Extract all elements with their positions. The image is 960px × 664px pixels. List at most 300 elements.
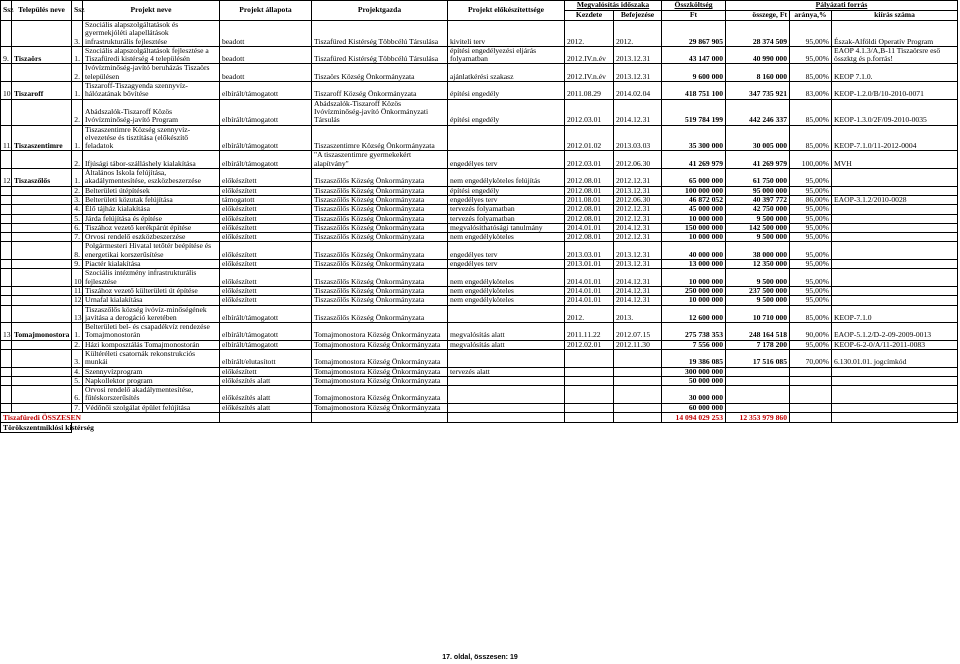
cell-projekt-ssz: 6. — [72, 223, 83, 232]
cell-projekt-neve: Orvosi rendelő akadálymentesítése, fűtéskorszerűsítés — [83, 386, 220, 404]
cell-kezdete: 2014.01.01 — [565, 223, 614, 232]
cell-elokeszitettseg: építési engedély — [448, 99, 565, 125]
cell-telepules: Tomajmonostora — [12, 323, 72, 341]
cell-elokeszitettseg — [448, 305, 565, 323]
cell-projekt-allapota: elbírált/támogatott — [220, 151, 312, 169]
cell-aranya: 85,00% — [790, 99, 832, 125]
cell-projektgazda: Tiszaszőlős Község Önkormányzata — [312, 186, 448, 195]
table-row — [1, 125, 958, 151]
cell-befejezese: 2014.12.31 — [614, 99, 662, 125]
cell-aranya: 95,00% — [790, 46, 832, 64]
cell-projekt-allapota: támogatott — [220, 195, 312, 204]
cell-projekt-neve: Tiszaszőlős község ivóvíz-minőségének javítása a derogáció keretében — [83, 305, 220, 323]
cell-telepules-ssz — [1, 195, 12, 204]
cell-projekt-neve: Szociális alapszolgáltatások fejlesztése a Tiszafüredi kistérség 4 településén — [83, 46, 220, 64]
table-row — [1, 242, 958, 260]
cell-projekt-neve: Urnafal kialakítása — [83, 296, 220, 305]
cell-kiiras — [832, 386, 958, 404]
cell-aranya: 95,00% — [790, 21, 832, 47]
cell-palyazati-osszeg: 10 710 000 — [726, 305, 790, 323]
cell-kezdete — [565, 367, 614, 376]
cell-elokeszitettseg: megvalósítás alatt — [448, 323, 565, 341]
cell-aranya: 85,00% — [790, 125, 832, 151]
header-ft: Ft — [662, 11, 726, 21]
table-row — [1, 386, 958, 404]
cell-elokeszitettseg: megvalósíthatósági tanulmány — [448, 223, 565, 232]
cell-telepules-ssz — [1, 205, 12, 214]
cell-projekt-ssz: 5. — [72, 214, 83, 223]
cell-elokeszitettseg: nem engedélyköteles — [448, 233, 565, 242]
cell-projekt-ssz: 2. — [72, 186, 83, 195]
cell-projekt-allapota: elbírált/támogatott — [220, 340, 312, 349]
cell-projekt-neve: Orvosi rendelő eszközbeszerzése — [83, 233, 220, 242]
cell-telepules — [12, 186, 72, 195]
cell-projektgazda: Tiszaörs Község Önkormányzata — [312, 64, 448, 82]
table-row — [1, 214, 958, 223]
cell-projekt-allapota: előkészített — [220, 214, 312, 223]
cell-telepules — [12, 305, 72, 323]
cell-aranya: 86,00% — [790, 195, 832, 204]
cell-projekt-ssz: 2. — [72, 64, 83, 82]
cell-projekt-allapota: elbírált/támogatott — [220, 323, 312, 341]
cell-palyazati-osszeg: 12 350 000 — [726, 260, 790, 269]
cell-telepules-ssz — [1, 269, 12, 287]
table-row — [1, 269, 958, 287]
cell-aranya: 95,00% — [790, 186, 832, 195]
cell-palyazati-osszeg: 347 735 921 — [726, 82, 790, 100]
cell-kezdete: 2013.03.01 — [565, 242, 614, 260]
cell-telepules — [12, 386, 72, 404]
cell-befejezese: 2012.12.31 — [614, 169, 662, 187]
cell-palyazati-osszeg — [726, 386, 790, 404]
header-telepules: Település neve — [12, 1, 72, 21]
cell-kiiras: MVH — [832, 151, 958, 169]
cell-aranya: 95,00% — [790, 340, 832, 349]
cell-projekt-ssz: 2. — [72, 99, 83, 125]
cell-aranya: 95,00% — [790, 269, 832, 287]
cell-befejezese: 2012.12.31 — [614, 205, 662, 214]
cell-elokeszitettseg — [448, 349, 565, 367]
cell-befejezese: 2013.12.31 — [614, 242, 662, 260]
cell-elokeszitettseg: kiviteli terv — [448, 21, 565, 47]
cell-aranya: 85,00% — [790, 64, 832, 82]
cell-telepules — [12, 286, 72, 295]
cell-telepules-ssz — [1, 242, 12, 260]
cell-palyazati-osszeg — [726, 403, 790, 412]
cell-aranya: 95,00% — [790, 242, 832, 260]
cell-osszkoltseg: 46 872 052 — [662, 195, 726, 204]
cell-projekt-ssz: 3. — [72, 195, 83, 204]
cell-osszkoltseg: 150 000 000 — [662, 223, 726, 232]
cell-projektgazda: Tiszaszőlős Község Önkormányzata — [312, 260, 448, 269]
cell-telepules-ssz — [1, 286, 12, 295]
cell-kiiras — [832, 367, 958, 376]
cell-kezdete — [565, 349, 614, 367]
cell-aranya — [790, 367, 832, 376]
cell-projekt-neve: Ifjúsági tábor-szálláshely kialakítása — [83, 151, 220, 169]
cell-telepules-ssz — [1, 349, 12, 367]
header-aranya: aránya,% — [790, 11, 832, 21]
header-row-1 — [1, 1, 958, 11]
cell-projekt-allapota: elbírált/támogatott — [220, 305, 312, 323]
cell-kiiras: KEOP 7.1.0. — [832, 64, 958, 82]
page-footer: 17. oldal, összesen: 19 — [442, 654, 518, 661]
table-row — [1, 296, 958, 305]
cell-kiiras: EAOP-5.1.2/D-2-09-2009-0013 — [832, 323, 958, 341]
cell-telepules: Tiszaroff — [12, 82, 72, 100]
cell-kezdete: 2012.02.01 — [565, 340, 614, 349]
cell-elokeszitettseg: építési engedély — [448, 186, 565, 195]
cell-telepules-ssz — [1, 367, 12, 376]
cell-palyazati-osszeg: 95 000 000 — [726, 186, 790, 195]
cell-kiiras: KEOP-1.3.0/2F/09-2010-0035 — [832, 99, 958, 125]
cell-projekt-neve: Házi komposztálás Tomajmonostorán — [83, 340, 220, 349]
cell-befejezese: 2012.06.30 — [614, 151, 662, 169]
cell-palyazati-osszeg: 9 500 000 — [726, 214, 790, 223]
cell-palyazati-osszeg: 7 178 200 — [726, 340, 790, 349]
cell-osszkoltseg: 30 000 000 — [662, 386, 726, 404]
cell-telepules — [12, 64, 72, 82]
cell-telepules-ssz — [1, 386, 12, 404]
summary-grant: 12 353 979 860 — [726, 413, 790, 423]
cell-elokeszitettseg: építési engedély — [448, 82, 565, 100]
cell-kezdete — [565, 386, 614, 404]
cell-projekt-allapota: előkészített — [220, 269, 312, 287]
cell-projekt-neve: Ivóvízminőség-javító beruházás Tiszaörs településen — [83, 64, 220, 82]
table-row — [1, 323, 958, 341]
header-megvalositas: Megvalósítás időszaka — [565, 1, 662, 11]
cell-kiiras: EAOP 4.1.3/A,B-11 Tiszaörsre eső összktg és p.forrás! — [832, 46, 958, 64]
cell-befejezese: 2013. — [614, 305, 662, 323]
cell-projekt-allapota: előkészített — [220, 296, 312, 305]
cell-befejezese: 2012.06.30 — [614, 195, 662, 204]
cell-kiiras — [832, 260, 958, 269]
cell-kiiras: EAOP-3.1.2/2010-0028 — [832, 195, 958, 204]
cell-palyazati-osszeg: 248 164 518 — [726, 323, 790, 341]
cell-kiiras: Észak-Alföldi Operatív Program — [832, 21, 958, 47]
cell-palyazati-osszeg: 30 005 000 — [726, 125, 790, 151]
header-osszkoltseg: Összköltség — [662, 1, 726, 11]
cell-osszkoltseg: 10 000 000 — [662, 296, 726, 305]
cell-projektgazda: Tiszaszőlős Község Önkormányzata — [312, 305, 448, 323]
cell-kezdete: 2012. — [565, 21, 614, 47]
cell-aranya: 90,00% — [790, 323, 832, 341]
cell-telepules-ssz: 11. — [1, 125, 12, 151]
cell-projekt-neve: Szociális intézmény infrastrukturális fejlesztése — [83, 269, 220, 287]
cell-projektgazda: Tiszafüred Kistérség Többcélú Társulása — [312, 21, 448, 47]
cell-osszkoltseg: 418 751 100 — [662, 82, 726, 100]
cell-telepules-ssz — [1, 340, 12, 349]
cell-kezdete: 2012.IV.n.év — [565, 64, 614, 82]
cell-projektgazda: Tiszaszőlős Község Önkormányzata — [312, 286, 448, 295]
table-row — [1, 305, 958, 323]
cell-projekt-ssz: 2. — [72, 340, 83, 349]
cell-projekt-ssz: 10. — [72, 269, 83, 287]
cell-projekt-ssz: 8. — [72, 242, 83, 260]
cell-palyazati-osszeg: 40 397 772 — [726, 195, 790, 204]
cell-osszkoltseg: 35 300 000 — [662, 125, 726, 151]
cell-osszkoltseg: 10 000 000 — [662, 269, 726, 287]
cell-aranya — [790, 403, 832, 412]
cell-kiiras — [832, 296, 958, 305]
cell-kezdete: 2012.08.01 — [565, 205, 614, 214]
cell-elokeszitettseg: tervezés folyamatban — [448, 205, 565, 214]
cell-kezdete: 2012.08.01 — [565, 214, 614, 223]
cell-projekt-allapota: előkészített — [220, 242, 312, 260]
cell-palyazati-osszeg: 17 516 085 — [726, 349, 790, 367]
cell-palyazati-osszeg: 9 500 000 — [726, 233, 790, 242]
cell-telepules-ssz — [1, 233, 12, 242]
cell-osszkoltseg: 40 000 000 — [662, 242, 726, 260]
header-ssz: Ssz — [1, 1, 12, 21]
cell-telepules — [12, 151, 72, 169]
cell-befejezese: 2014.12.31 — [614, 286, 662, 295]
cell-palyazati-osszeg: 237 500 000 — [726, 286, 790, 295]
cell-elokeszitettseg — [448, 386, 565, 404]
cell-elokeszitettseg: engedélyes terv — [448, 195, 565, 204]
cell-elokeszitettseg — [448, 125, 565, 151]
cell-projekt-ssz: 9. — [72, 260, 83, 269]
cell-osszkoltseg: 100 000 000 — [662, 186, 726, 195]
cell-aranya: 95,00% — [790, 169, 832, 187]
cell-projekt-allapota: előkészített — [220, 233, 312, 242]
cell-telepules: Tiszaörs — [12, 46, 72, 64]
cell-osszkoltseg: 65 000 000 — [662, 169, 726, 187]
cell-telepules — [12, 99, 72, 125]
cell-palyazati-osszeg: 9 500 000 — [726, 296, 790, 305]
header-ssz: Ssz — [72, 1, 83, 21]
cell-kezdete — [565, 403, 614, 412]
cell-aranya: 95,00% — [790, 233, 832, 242]
cell-projektgazda: Tiszaszőlős Község Önkormányzata — [312, 195, 448, 204]
cell-projekt-ssz: 4. — [72, 367, 83, 376]
cell-projekt-neve: Belterületi útépítések — [83, 186, 220, 195]
cell-telepules — [12, 269, 72, 287]
cell-kezdete: 2014.01.01 — [565, 269, 614, 287]
cell-kiiras — [832, 376, 958, 385]
cell-projekt-neve: Élő tájház kialakítása — [83, 205, 220, 214]
header-projekt-neve: Projekt neve — [83, 1, 220, 21]
cell-kezdete: 2012.01.02 — [565, 125, 614, 151]
cell-projekt-allapota: beadott — [220, 21, 312, 47]
next-section-row — [1, 423, 958, 433]
cell-osszkoltseg: 29 867 905 — [662, 21, 726, 47]
cell-elokeszitettseg: tervezés alatt — [448, 367, 565, 376]
table-row — [1, 99, 958, 125]
cell-palyazati-osszeg: 40 990 000 — [726, 46, 790, 64]
cell-kiiras — [832, 233, 958, 242]
cell-telepules — [12, 233, 72, 242]
cell-befejezese: 2013.12.31 — [614, 46, 662, 64]
cell-projektgazda: "A tiszaszentimre gyermekekért alapítvány" — [312, 151, 448, 169]
summary-label: Tiszafüredi ÖSSZESEN — [1, 413, 220, 423]
cell-kezdete: 2012.03.01 — [565, 99, 614, 125]
cell-projekt-allapota: beadott — [220, 46, 312, 64]
cell-aranya: 95,00% — [790, 286, 832, 295]
cell-projekt-allapota: előkészítés alatt — [220, 376, 312, 385]
cell-projekt-neve: Tiszához vezető kerékpárút építése — [83, 223, 220, 232]
cell-befejezese — [614, 349, 662, 367]
summary-row — [1, 413, 958, 423]
cell-projektgazda: Tomajmonostora Község Önkormányzata — [312, 340, 448, 349]
cell-palyazati-osszeg: 8 160 000 — [726, 64, 790, 82]
cell-projekt-neve: Tiszaroff-Tiszagyenda szennyvíz-hálózatának bővítése — [83, 82, 220, 100]
cell-telepules-ssz — [1, 296, 12, 305]
cell-osszkoltseg: 7 556 000 — [662, 340, 726, 349]
cell-kezdete: 2012.08.01 — [565, 169, 614, 187]
cell-befejezese: 2014.12.31 — [614, 296, 662, 305]
cell-telepules — [12, 21, 72, 47]
cell-projekt-allapota: előkészített — [220, 223, 312, 232]
cell-osszkoltseg: 60 000 000 — [662, 403, 726, 412]
cell-projekt-ssz: 13. — [72, 305, 83, 323]
cell-projekt-ssz: 7. — [72, 233, 83, 242]
cell-kiiras: KEOP-6-2-0/A/11-2011-0083 — [832, 340, 958, 349]
cell-projekt-neve: Tiszához vezető külterületi út építése — [83, 286, 220, 295]
cell-befejezese — [614, 367, 662, 376]
cell-projekt-allapota: előkészített — [220, 169, 312, 187]
cell-palyazati-osszeg — [726, 367, 790, 376]
cell-projektgazda: Tiszaszentimre Község Önkormányzata — [312, 125, 448, 151]
cell-projekt-ssz: 12. — [72, 296, 83, 305]
table-row — [1, 403, 958, 412]
cell-aranya: 100,00% — [790, 151, 832, 169]
next-section-label: Törökszentmiklósi kistérség — [1, 423, 72, 433]
cell-projekt-allapota: előkészítés alatt — [220, 386, 312, 404]
cell-projektgazda: Tiszafüred Kistérség Többcélú Társulása — [312, 46, 448, 64]
cell-telepules-ssz — [1, 64, 12, 82]
cell-telepules — [12, 223, 72, 232]
cell-projekt-ssz: 2. — [72, 151, 83, 169]
cell-telepules-ssz — [1, 99, 12, 125]
cell-elokeszitettseg: engedélyes terv — [448, 260, 565, 269]
table-row — [1, 367, 958, 376]
cell-befejezese: 2013.12.31 — [614, 260, 662, 269]
cell-telepules-ssz — [1, 376, 12, 385]
cell-palyazati-osszeg: 41 269 979 — [726, 151, 790, 169]
cell-osszkoltseg: 300 000 000 — [662, 367, 726, 376]
cell-kezdete — [565, 376, 614, 385]
cell-projektgazda: Tiszaszőlős Község Önkormányzata — [312, 242, 448, 260]
cell-kezdete: 2011.11.22 — [565, 323, 614, 341]
cell-osszkoltseg: 519 784 199 — [662, 99, 726, 125]
cell-aranya: 95,00% — [790, 205, 832, 214]
cell-befejezese: 2014.12.31 — [614, 269, 662, 287]
header-osszege: összege, Ft — [726, 11, 790, 21]
cell-projekt-neve: Kültéréleti csatornák rekonstrukciós munkái — [83, 349, 220, 367]
cell-befejezese: 2013.12.31 — [614, 186, 662, 195]
cell-befejezese: 2014.12.31 — [614, 223, 662, 232]
cell-befejezese: 2012. — [614, 21, 662, 47]
cell-palyazati-osszeg: 142 500 000 — [726, 223, 790, 232]
cell-telepules-ssz — [1, 214, 12, 223]
cell-osszkoltseg: 12 600 000 — [662, 305, 726, 323]
cell-telepules-ssz — [1, 260, 12, 269]
cell-projektgazda: Tiszaszőlős Község Önkormányzata — [312, 214, 448, 223]
cell-kezdete: 2014.01.01 — [565, 296, 614, 305]
cell-telepules-ssz: 12. — [1, 169, 12, 187]
cell-projektgazda: Tiszaroff Község Önkormányzata — [312, 82, 448, 100]
cell-befejezese: 2014.02.04 — [614, 82, 662, 100]
cell-telepules — [12, 376, 72, 385]
header-palyazati-forras: Pályázati forrás — [726, 1, 958, 11]
cell-projekt-ssz: 6. — [72, 386, 83, 404]
cell-projektgazda: Tiszaszőlős Község Önkormányzata — [312, 233, 448, 242]
cell-projektgazda: Tiszaszőlős Község Önkormányzata — [312, 205, 448, 214]
cell-telepules — [12, 242, 72, 260]
cell-kiiras — [832, 205, 958, 214]
cell-kezdete: 2011.08.01 — [565, 195, 614, 204]
cell-kezdete: 2012.03.01 — [565, 151, 614, 169]
cell-telepules-ssz: 13. — [1, 323, 12, 341]
cell-telepules — [12, 195, 72, 204]
cell-telepules-ssz — [1, 186, 12, 195]
cell-telepules — [12, 367, 72, 376]
cell-osszkoltseg: 10 000 000 — [662, 214, 726, 223]
cell-aranya: 95,00% — [790, 223, 832, 232]
cell-befejezese: 2013.03.03 — [614, 125, 662, 151]
cell-kiiras — [832, 214, 958, 223]
cell-befejezese: 2012.12.31 — [614, 214, 662, 223]
cell-projektgazda: Tiszaszőlős Község Önkormányzata — [312, 269, 448, 287]
cell-projekt-ssz: 3. — [72, 21, 83, 47]
cell-kezdete: 2012.IV.n.év — [565, 46, 614, 64]
cell-projekt-neve: Belterületi bel- és csapadékvíz rendezése Tomajmonostorán — [83, 323, 220, 341]
cell-kezdete: 2011.08.29 — [565, 82, 614, 100]
cell-projektgazda: Tiszaszőlős Község Önkormányzata — [312, 296, 448, 305]
cell-kiiras: KEOP-7.1.0 — [832, 305, 958, 323]
cell-osszkoltseg: 10 000 000 — [662, 233, 726, 242]
cell-projekt-neve: Napkollektor program — [83, 376, 220, 385]
cell-befejezese — [614, 376, 662, 385]
cell-befejezese: 2012.12.31 — [614, 233, 662, 242]
cell-kiiras: KEOP-1.2.0/B/10-2010-0071 — [832, 82, 958, 100]
cell-telepules — [12, 340, 72, 349]
cell-projekt-neve: Járda felújítása és építése — [83, 214, 220, 223]
cell-projekt-allapota: elbírált/támogatott — [220, 99, 312, 125]
cell-projekt-allapota: előkészítés alatt — [220, 403, 312, 412]
cell-elokeszitettseg: nem engedélyköteles — [448, 286, 565, 295]
cell-telepules — [12, 205, 72, 214]
cell-kiiras — [832, 169, 958, 187]
cell-osszkoltseg: 9 600 000 — [662, 64, 726, 82]
cell-telepules-ssz: 10. — [1, 82, 12, 100]
cell-telepules — [12, 260, 72, 269]
cell-osszkoltseg: 50 000 000 — [662, 376, 726, 385]
cell-projekt-ssz: 3. — [72, 349, 83, 367]
cell-elokeszitettseg: tervezés folyamatban — [448, 214, 565, 223]
cell-projektgazda: Tomajmonostora Község Önkormányzata — [312, 349, 448, 367]
header-kiiras: kiírás száma — [832, 11, 958, 21]
cell-elokeszitettseg: megvalósítás alatt — [448, 340, 565, 349]
table-row — [1, 64, 958, 82]
cell-aranya: 95,00% — [790, 214, 832, 223]
cell-projekt-ssz: 1. — [72, 169, 83, 187]
cell-projektgazda: Tomajmonostora Község Önkormányzata — [312, 367, 448, 376]
cell-projekt-ssz: 5. — [72, 376, 83, 385]
cell-osszkoltseg: 250 000 000 — [662, 286, 726, 295]
cell-projekt-allapota: elbírált/támogatott — [220, 125, 312, 151]
cell-projekt-ssz: 7. — [72, 403, 83, 412]
cell-projekt-allapota: beadott — [220, 64, 312, 82]
cell-elokeszitettseg: ajánlatkérési szakasz — [448, 64, 565, 82]
cell-kezdete: 2014.01.01 — [565, 286, 614, 295]
cell-osszkoltseg: 13 000 000 — [662, 260, 726, 269]
cell-elokeszitettseg: nem engedélyköteles felújítás — [448, 169, 565, 187]
cell-projektgazda: Abádszalók-Tiszaroff Közös Ivóvízminőség-javító Önkormányzati Társulás — [312, 99, 448, 125]
cell-kiiras — [832, 286, 958, 295]
cell-palyazati-osszeg: 9 500 000 — [726, 269, 790, 287]
